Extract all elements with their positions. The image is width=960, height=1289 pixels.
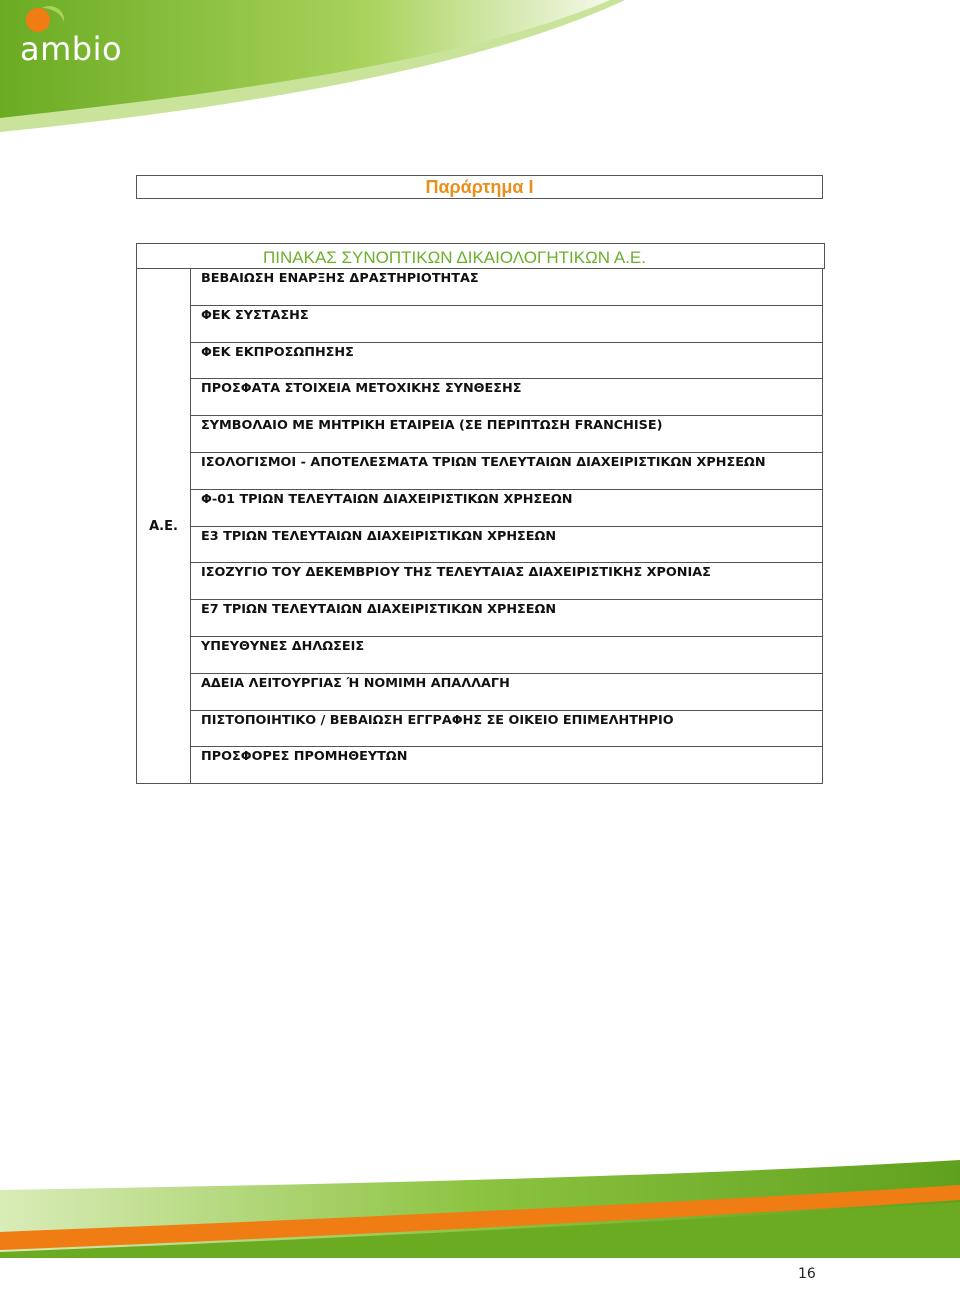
table-side-cell [136,268,191,784]
table-row: Ε3 ΤΡΙΩΝ ΤΕΛΕΥΤΑΙΩΝ ΔΙΑΧΕΙΡΙΣΤΙΚΩΝ ΧΡΗΣΕΩΝ [191,527,822,564]
table-row: ΦΕΚ ΣΥΣΤΑΣΗΣ [191,306,822,343]
table-row: ΑΔΕΙΑ ΛΕΙΤΟΥΡΓΙΑΣ Ή ΝΟΜΙΜΗ ΑΠΑΛΛΑΓΗ [191,674,822,711]
table-row: ΠΙΣΤΟΠΟΙΗΤΙΚΟ / ΒΕΒΑΙΩΣΗ ΕΓΓΡΑΦΗΣ ΣΕ ΟΙΚΕΙΟ ΕΠΙΜΕΛΗΤΗΡΙΟ [191,711,822,748]
table-row: ΥΠΕΥΘΥΝΕΣ ΔΗΛΩΣΕΙΣ [191,637,822,674]
table-row: ΙΣΟΖΥΓΙΟ ΤΟΥ ΔΕΚΕΜΒΡΙΟΥ ΤΗΣ ΤΕΛΕΥΤΑΙΑΣ ΔΙΑΧΕΙΡΙΣΤΙΚΗΣ ΧΡΟΝΙΑΣ [191,563,822,600]
table-title: ΠΙΝΑΚΑΣ ΣΥΝΟΠΤΙΚΩΝ ΔΙΚΑΙΟΛΟΓΗΤΙΚΩΝ Α.Ε. [263,248,646,267]
appendix-title: Παράρτημα Ι [425,176,534,197]
header-banner [0,0,960,140]
table-row: ΠΡΟΣΦΑΤΑ ΣΤΟΙΧΕΙΑ ΜΕΤΟΧΙΚΗΣ ΣΥΝΘΕΣΗΣ [191,379,822,416]
footer-banner [0,1160,960,1289]
table-row: ΣΥΜΒΟΛΑΙΟ ΜΕ ΜΗΤΡΙΚΗ ΕΤΑΙΡΕΙΑ (ΣΕ ΠΕΡΙΠΤΩΣΗ FRANCHISE) [191,416,822,453]
document-list [190,268,823,784]
table-row: Ε7 ΤΡΙΩΝ ΤΕΛΕΥΤΑΙΩΝ ΔΙΑΧΕΙΡΙΣΤΙΚΩΝ ΧΡΗΣΕΩΝ [191,600,822,637]
table-row: ΒΕΒΑΙΩΣΗ ΕΝΑΡΞΗΣ ΔΡΑΣΤΗΡΙΟΤΗΤΑΣ [191,269,822,306]
side-label: Α.Ε. [149,518,178,534]
logo-text: ambio [20,30,123,68]
appendix-title-box [136,175,823,199]
page-number: 16 [798,1266,816,1282]
table-row: ΠΡΟΣΦΟΡΕΣ ΠΡΟΜΗΘΕΥΤΩΝ [201,749,408,765]
table-row: Φ-01 ΤΡΙΩΝ ΤΕΛΕΥΤΑΙΩΝ ΔΙΑΧΕΙΡΙΣΤΙΚΩΝ ΧΡΗΣΕΩΝ [191,490,822,527]
table-row: ΦΕΚ ΕΚΠΡΟΣΩΠΗΣΗΣ [191,343,822,380]
table-row: ΙΣΟΛΟΓΙΣΜΟΙ - ΑΠΟΤΕΛΕΣΜΑΤΑ ΤΡΙΩΝ ΤΕΛΕΥΤΑΙΩΝ ΔΙΑΧΕΙΡΙΣΤΙΚΩΝ ΧΡΗΣΕΩΝ [191,453,822,490]
